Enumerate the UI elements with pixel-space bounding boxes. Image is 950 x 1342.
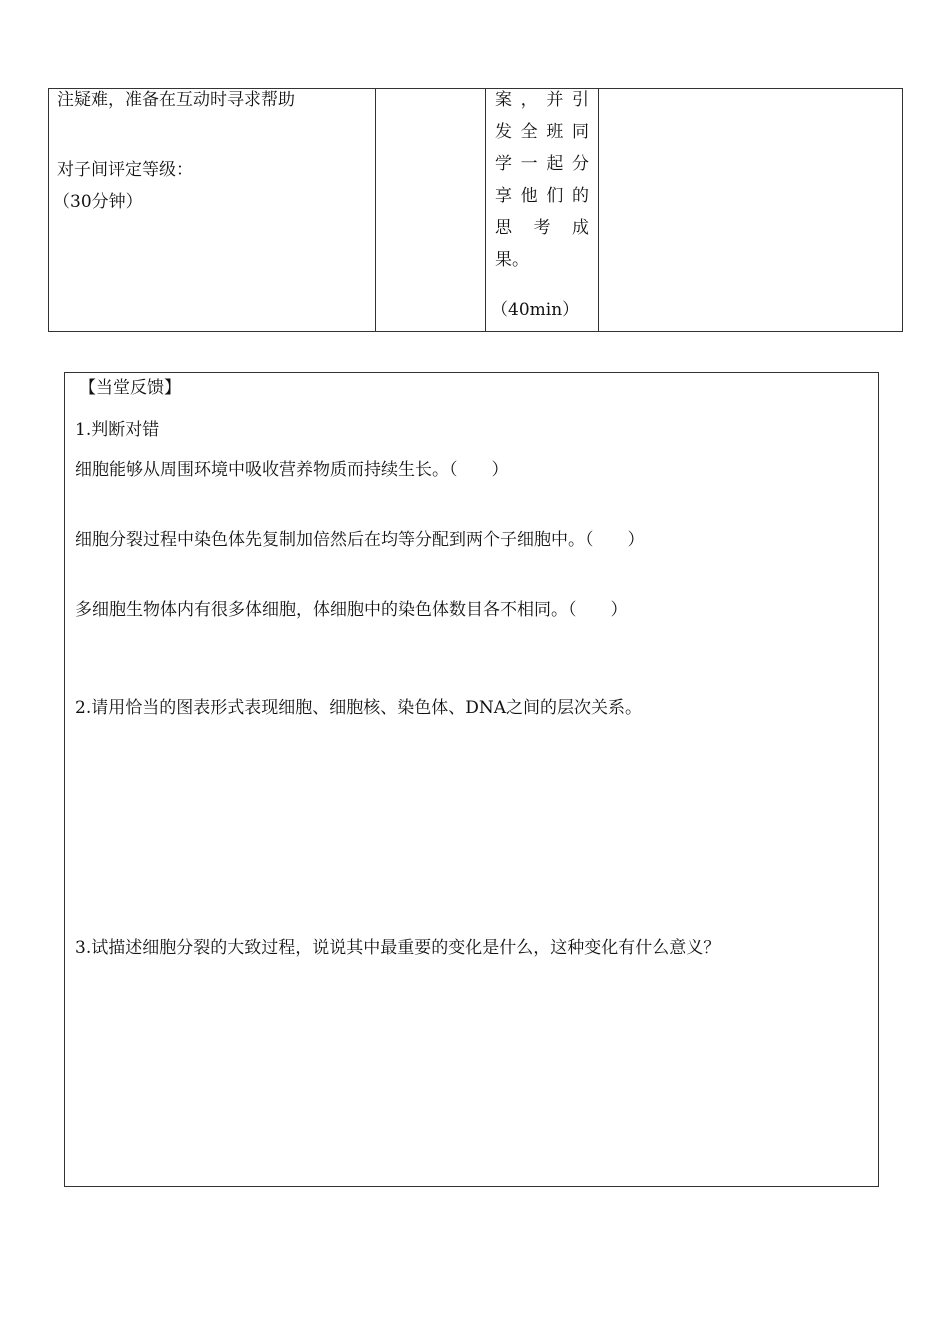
cell-text: 果。 (495, 250, 529, 270)
lesson-plan-table (48, 88, 903, 332)
cell-text: 案 ， 并 引 (495, 90, 589, 110)
question-1a: 细胞能够从周围环境中吸收营养物质而持续生长。（ ） (75, 460, 509, 480)
question-1b: 细胞分裂过程中染色体先复制加倍然后在均等分配到两个子细胞中。（ ） (75, 530, 645, 550)
cell-text: 发 全 班 同 (495, 122, 589, 142)
cell-text: 注疑难，准备在互动时寻求帮助 (57, 90, 295, 110)
cell-text: 对子间评定等级： (57, 160, 193, 180)
cell-text: 思 考 成 (495, 218, 589, 238)
cell-text: 学 一 起 分 (495, 154, 589, 174)
feedback-box (64, 372, 879, 1187)
cell-text: 享 他 们 的 (495, 186, 589, 206)
cell-text: （30分钟） (53, 192, 143, 212)
table-col-student-activity (49, 89, 376, 331)
question-1c: 多细胞生物体内有很多体细胞，体细胞中的染色体数目各不相同。（ ） (75, 600, 628, 620)
table-col-empty (375, 89, 486, 331)
question-3: 3.试描述细胞分裂的大致过程，说说其中最重要的变化是什么，这种变化有什么意义？ (75, 938, 721, 958)
question-1: 1.判断对错 (75, 420, 160, 440)
question-2: 2.请用恰当的图表形式表现细胞、细胞核、染色体、DNA之间的层次关系。 (75, 698, 643, 718)
table-col-teacher-activity (485, 89, 599, 331)
feedback-title: 【当堂反馈】 (79, 378, 181, 398)
cell-time: （40min） (491, 300, 580, 320)
